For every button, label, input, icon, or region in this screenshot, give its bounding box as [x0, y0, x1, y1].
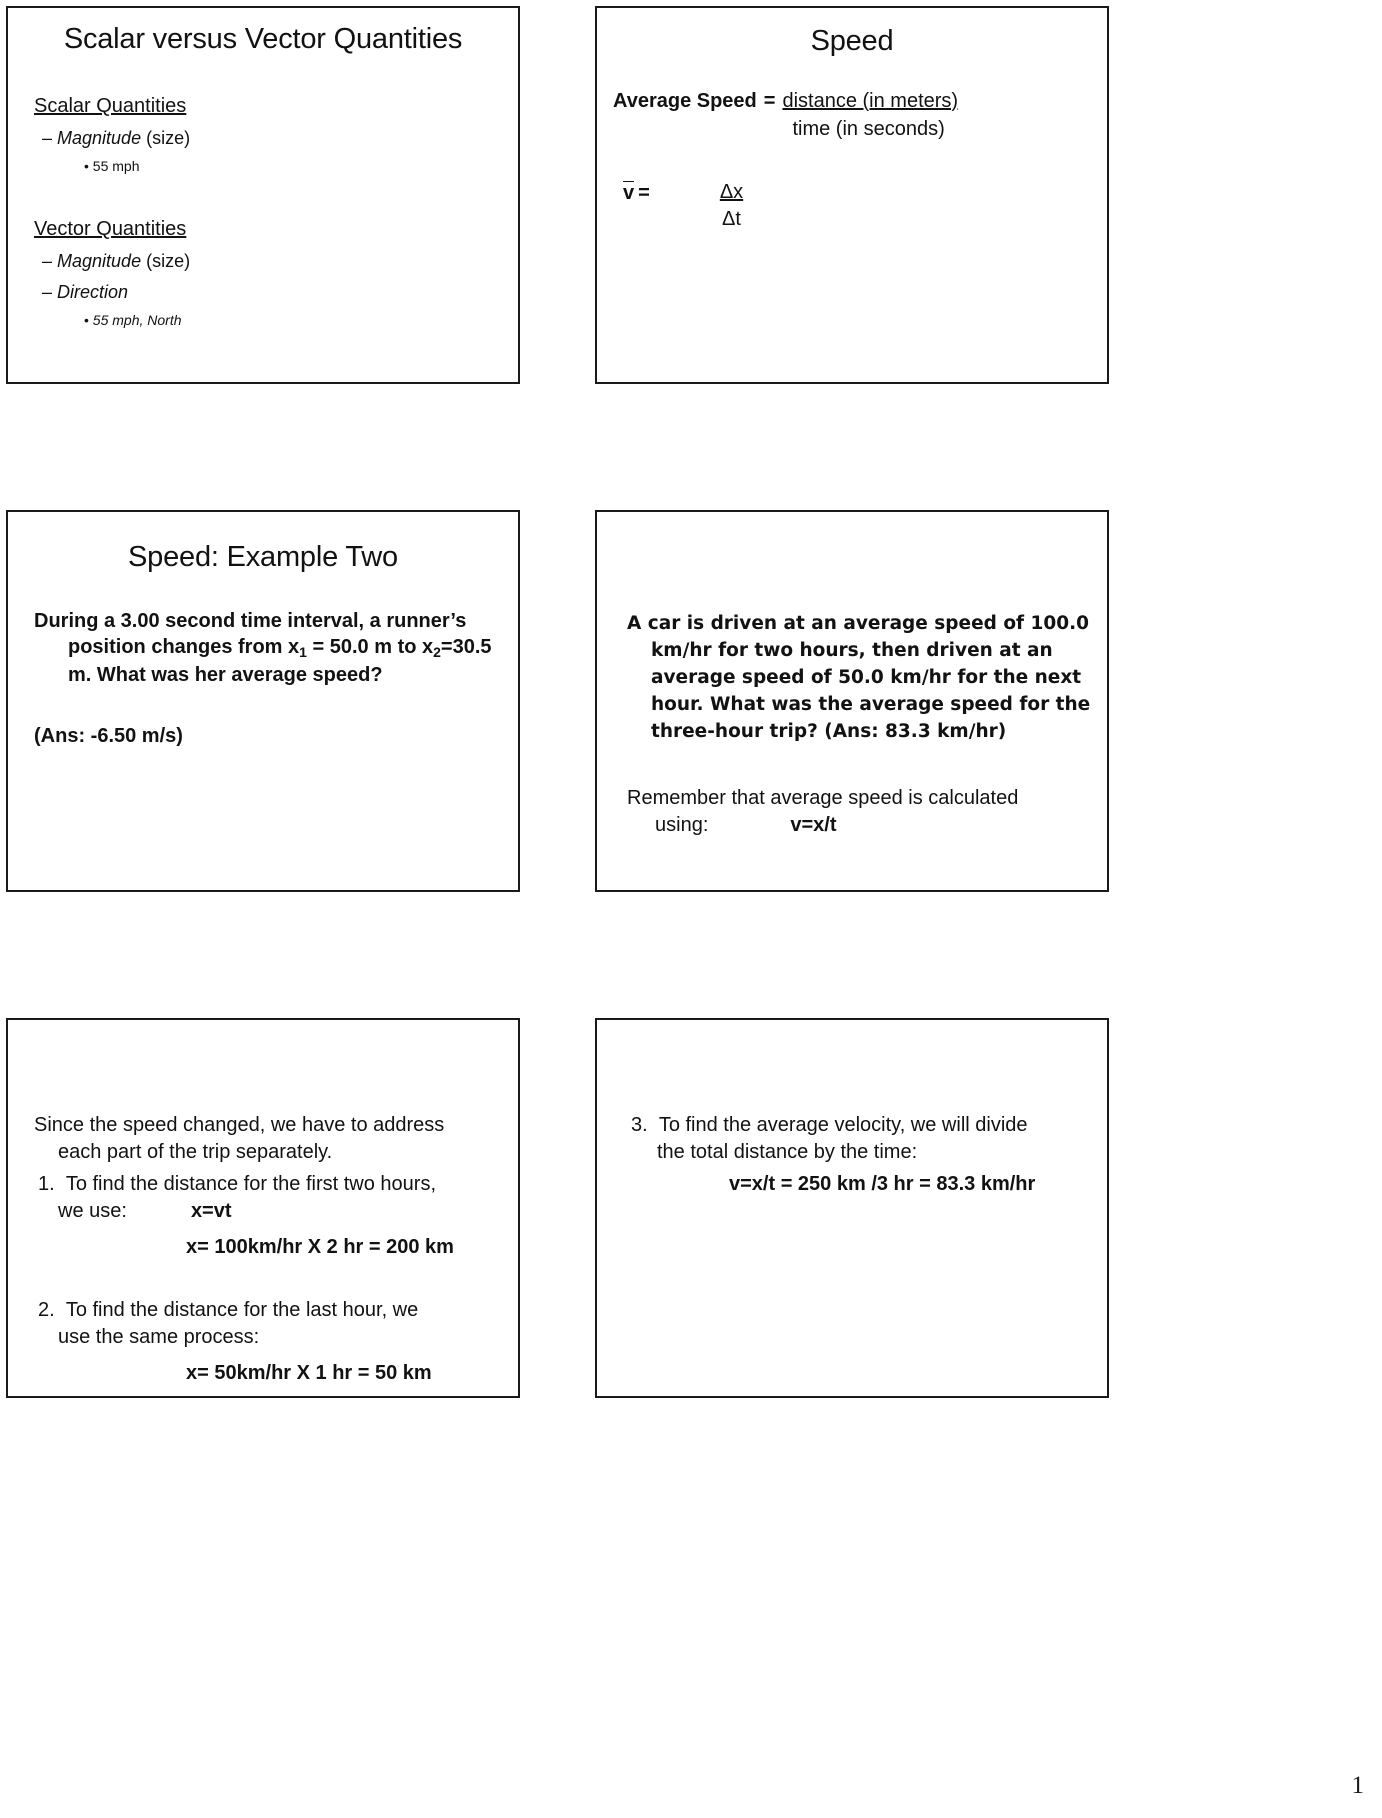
problem-line-part: position changes from x	[68, 636, 300, 659]
solution-step-1	[22, 1171, 504, 1261]
problem-line-part: = 50.0 m to x	[306, 636, 434, 659]
v-bar-equation	[613, 181, 1091, 231]
fraction-denominator: time (in seconds)	[792, 117, 945, 140]
dash-item	[22, 127, 504, 150]
v-bar-equals: =	[638, 181, 650, 204]
step-line: use the same process:	[58, 1325, 260, 1348]
dash-item	[22, 250, 504, 273]
problem-line-part: =30.5	[440, 636, 492, 659]
delta-x: Δx	[719, 180, 744, 203]
bullet-item-label: 55 mph, North	[92, 312, 182, 329]
remember-note	[613, 785, 1091, 838]
step-text: To find the distance for the first two hours,	[65, 1173, 436, 1196]
slide-speed	[595, 6, 1109, 384]
solution-step-2	[22, 1297, 504, 1387]
step-2-formula: x= 50km/hr X 1 hr = 50 km	[186, 1362, 432, 1385]
problem-line: average speed of 50.0 km/hr for the next	[651, 667, 1082, 688]
subscript-1: 1	[299, 644, 307, 661]
step-marker: 1.	[38, 1173, 55, 1196]
step-marker: 2.	[38, 1298, 55, 1321]
slide-scalar-vs-vector	[6, 6, 520, 384]
problem-line: During a 3.00 second time interval, a runner’s	[34, 609, 467, 632]
remember-formula: v=x/t	[790, 813, 837, 836]
step-inline-formula: x=vt	[190, 1199, 232, 1222]
intro-line: each part of the trip separately.	[58, 1140, 333, 1163]
dash-item-emphasis: Magnitude	[57, 127, 142, 148]
remember-line-2	[627, 812, 1091, 839]
step-3-formula: v=x/t = 250 km /3 hr = 83.3 km/hr	[729, 1173, 1036, 1196]
page-number: 1	[1351, 1772, 1364, 1799]
step-line	[627, 1112, 1091, 1139]
step-marker: 3.	[631, 1114, 648, 1136]
fraction-numerator: distance (in meters)	[782, 89, 959, 112]
problem-statement	[613, 610, 1091, 745]
intro-line: Since the speed changed, we have to address	[34, 1114, 445, 1136]
slide-title: Scalar versus Vector Quantities	[63, 23, 463, 55]
problem-line: hour. What was the average speed for the	[651, 694, 1091, 715]
section-heading-vector: Vector Quantities	[34, 218, 187, 241]
answer-text: (Ans: -6.50 m/s)	[34, 724, 183, 747]
problem-line	[34, 634, 504, 662]
step-text: To find the distance for the last hour, we	[65, 1298, 419, 1321]
slide-title: Speed: Example Two	[128, 541, 398, 573]
step-1-formula: x= 100km/hr X 2 hr = 200 km	[186, 1236, 454, 1259]
problem-line: A car is driven at an average speed of 100.0	[627, 613, 1090, 634]
slide-solution-steps-1-2	[6, 1018, 520, 1398]
dash-item	[22, 281, 504, 304]
dash-glyph: –	[42, 281, 58, 302]
problem-line: m. What was her average speed?	[68, 664, 383, 686]
dash-item-rest: (size)	[141, 127, 191, 148]
dash-glyph: –	[42, 251, 58, 272]
solution-step-3	[613, 1112, 1091, 1198]
bullet-item-label: 55 mph	[92, 158, 140, 175]
step-text: we use:	[58, 1199, 127, 1222]
slide-car-average-speed-problem	[595, 510, 1109, 892]
bullet-glyph: •	[84, 312, 93, 329]
v-bar-symbol: v	[623, 181, 635, 204]
slide-speed-example-two	[6, 510, 520, 892]
section-heading-scalar: Scalar Quantities	[34, 94, 187, 117]
intro-text	[22, 1112, 504, 1165]
slide-title: Speed	[810, 25, 894, 57]
remember-line: Remember that average speed is calculated	[627, 787, 1019, 809]
problem-line: km/hr for two hours, then driven at an	[651, 640, 1053, 661]
problem-line: three-hour trip? (Ans: 83.3 km/hr)	[651, 721, 1007, 742]
dash-item-emphasis: Magnitude	[57, 251, 142, 272]
dash-item-emphasis: Direction	[57, 281, 129, 302]
step-line: the total distance by the time:	[657, 1140, 918, 1163]
delta-t: Δt	[722, 207, 741, 230]
equals-sign: =	[763, 89, 776, 112]
dash-item-rest: (size)	[141, 251, 191, 272]
dash-glyph: –	[42, 127, 58, 148]
step-line	[34, 1171, 504, 1198]
step-text: To find the average velocity, we will divide	[658, 1114, 1028, 1136]
bullet-item	[22, 311, 504, 329]
bullet-item	[22, 157, 504, 175]
using-label: using:	[655, 813, 709, 836]
step-line	[34, 1297, 504, 1324]
slide-solution-step-3	[595, 1018, 1109, 1398]
subscript-2: 2	[433, 644, 441, 661]
bullet-glyph: •	[84, 158, 93, 175]
problem-statement	[22, 608, 504, 689]
step-line	[34, 1198, 504, 1225]
average-speed-label: Average Speed	[613, 89, 757, 112]
average-speed-equation	[613, 90, 1091, 141]
